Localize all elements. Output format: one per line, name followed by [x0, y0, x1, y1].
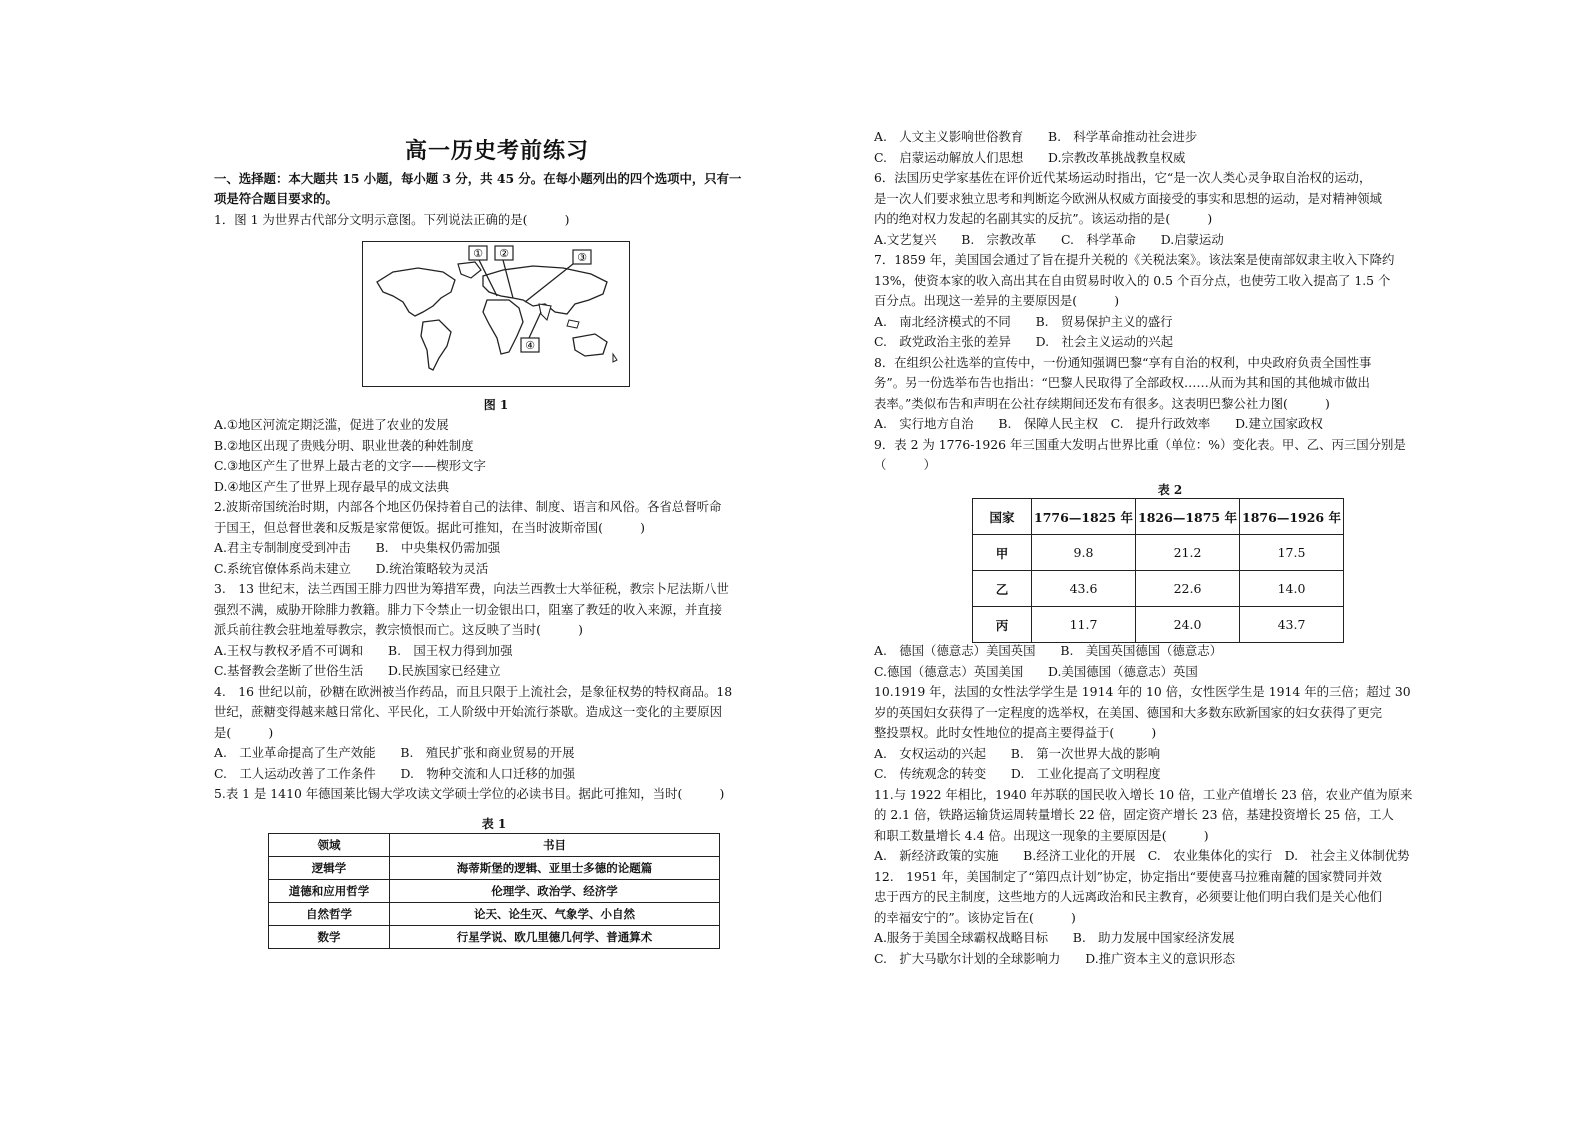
- table-cell: 22.6: [1136, 571, 1240, 607]
- table-2-header-period-2: 1826—1875 年: [1136, 499, 1240, 535]
- question-9-options-ab: A. 德国（德意志）美国英国 B. 美国英国德国（德意志）: [874, 643, 1223, 658]
- question-6-line-1: 6．法国历史学家基佐在评价近代某场运动时指出，它“是一次人类心灵争取自治权的运动，: [874, 170, 1372, 185]
- question-7-options-cd: C. 政党政治主张的差异 D. 社会主义运动的兴起: [874, 334, 1174, 349]
- question-1-stem: 1．图 1 为世界古代部分文明示意图。下列说法正确的是( ): [214, 212, 570, 227]
- section-heading-line-2: 项是符合题目要求的。: [214, 191, 338, 206]
- question-8-line-2: 务”。另一份选举布告也指出：“巴黎人民取得了全部政权……从而为其和国的其他城市做出: [874, 375, 1370, 390]
- question-5-options-ab: A. 人文主义影响世俗教育 B. 科学革命推动社会进步: [874, 129, 1198, 144]
- question-4-line-2: 世纪，蔗糖变得越来越日常化、平民化，工人阶级中开始流行茶歇。造成这一变化的主要原因: [214, 704, 723, 719]
- question-6-line-2: 是一次人们要求独立思考和判断迄今欧洲从权威方面接受的事实和思想的运动，是对精神领域: [874, 191, 1383, 206]
- question-6-line-3: 内的绝对权力发起的名副其实的反抗”。该运动指的是( ): [874, 211, 1213, 226]
- question-12-line-1: 12. 1951 年，美国制定了“第四点计划”协定，协定指出“要使喜马拉雅南麓的国家赞同并效: [874, 869, 1382, 884]
- table-1-header-field: 领域: [269, 834, 390, 857]
- question-11-line-2: 的 2.1 倍，铁路运输货运周转量增长 22 倍，固定资产增长 23 倍，基建投资增长 25 倍，工人: [874, 807, 1394, 822]
- question-2-options-ab: A.君主专制制度受到冲击 B. 中央集权仍需加强: [214, 540, 501, 555]
- table-row: [269, 834, 720, 857]
- table-cell: 43.6: [1032, 571, 1136, 607]
- question-4-line-1: 4. 16 世纪以前，砂糖在欧洲被当作药品，而且只限于上流社会，是象征权势的特权商品。18: [214, 684, 733, 699]
- table-row: [973, 607, 1344, 643]
- table-1: [268, 833, 720, 949]
- question-12-options-cd: C. 扩大马歇尔计划的全球影响力 D.推广资本主义的意识形态: [874, 951, 1235, 966]
- map-marker-2: ②: [499, 247, 509, 260]
- question-11-options: A. 新经济政策的实施 B.经济工业化的开展 C. 农业集体化的实行 D. 社会主义体制优势: [874, 848, 1410, 863]
- question-10-line-2: 岁的英国妇女获得了一定程度的选举权，在美国、德国和大多数东欧新国家的妇女获得了更完: [874, 705, 1383, 720]
- table-row: [269, 880, 720, 903]
- table-2-header-period-1: 1776—1825 年: [1032, 499, 1136, 535]
- question-12-line-2: 忠于西方的民主制度，这些地方的人远离政治和民主教育，必须要让他们明白我们是关心他们: [874, 889, 1383, 904]
- map-marker-3: ③: [577, 251, 587, 264]
- question-8-line-3: 表率。”类似布告和声明在公社存续期间还发布有很多。这表明巴黎公社力图( ): [874, 396, 1330, 411]
- table-2-header-period-3: 1876—1926 年: [1240, 499, 1344, 535]
- question-1-option-b: B.②地区出现了贵贱分明、职业世袭的种姓制度: [214, 438, 474, 453]
- map-marker-4: ④: [525, 339, 535, 352]
- question-10-line-3: 整投票权。此时女性地位的提高主要得益于( ): [874, 725, 1157, 740]
- table-cell: 行星学说、欧几里德几何学、普通算术: [390, 926, 720, 949]
- question-10-options-cd: C. 传统观念的转变 D. 工业化提高了文明程度: [874, 766, 1161, 781]
- question-4-options-ab: A. 工业革命提高了生产效能 B. 殖民扩张和商业贸易的开展: [214, 745, 575, 760]
- question-4-options-cd: C. 工人运动改善了工作条件 D. 物种交流和人口迁移的加强: [214, 766, 575, 781]
- question-8-line-1: 8．在组织公社选举的宣传中，一份通知强调巴黎“享有自治的权利，中央政府负责全国性事: [874, 355, 1372, 370]
- question-10-options-ab: A. 女权运动的兴起 B. 第一次世界大战的影响: [874, 746, 1161, 761]
- world-map-figure: [362, 241, 630, 387]
- table-row: [973, 571, 1344, 607]
- question-12-options-ab: A.服务于美国全球霸权战略目标 B. 助力发展中国家经济发展: [874, 930, 1235, 945]
- table-cell: 论天、论生灭、气象学、小自然: [390, 903, 720, 926]
- table-cell: 数学: [269, 926, 390, 949]
- table-cell: 道德和应用哲学: [269, 880, 390, 903]
- question-3-options-cd: C.基督教会垄断了世俗生活 D.民族国家已经建立: [214, 663, 501, 678]
- table-cell: 9.8: [1032, 535, 1136, 571]
- table-row: [269, 926, 720, 949]
- question-7-line-3: 百分点。出现这一差异的主要原因是( ): [874, 293, 1120, 308]
- table-cell: 甲: [973, 535, 1032, 571]
- table-2-header-country: 国家: [973, 499, 1032, 535]
- table-cell: 逻辑学: [269, 857, 390, 880]
- table-cell: 24.0: [1136, 607, 1240, 643]
- question-9-line-1: 9．表 2 为 1776-1926 年三国重大发明占世界比重（单位：%）变化表。甲、乙、丙三国分别是: [874, 437, 1406, 452]
- question-2-line-2: 于国王，但总督世袭和反叛是家常便饭。据此可推知，在当时波斯帝国( ): [214, 520, 645, 535]
- question-9-options-cd: C.德国（德意志）英国美国 D.美国德国（德意志）英国: [874, 664, 1198, 679]
- table-cell: 17.5: [1240, 535, 1344, 571]
- page-title: 高一历史考前练习: [404, 138, 589, 164]
- question-3-line-3: 派兵前往教会驻地羞辱教宗，教宗愤恨而亡。这反映了当时( ): [214, 622, 583, 637]
- question-11-line-1: 11.与 1922 年相比，1940 年苏联的国民收入增长 10 倍，工业产值增长 23 倍，农业产值为原来: [874, 787, 1413, 802]
- question-1-option-d: D.④地区产生了世界上现存最早的成文法典: [214, 479, 450, 494]
- question-6-options: A.文艺复兴 B. 宗教改革 C. 科学革命 D.启蒙运动: [874, 232, 1224, 247]
- question-7-line-2: 13%，使资本家的收入高出其在自由贸易时收入的 0.5 个百分点，也使劳工收入提高了 1.5 个: [874, 273, 1391, 288]
- table-cell: 43.7: [1240, 607, 1344, 643]
- table-row: [269, 903, 720, 926]
- question-3-line-1: 3. 13 世纪末，法兰西国王腓力四世为筹措军费，向法兰西教士大举征税，教宗卜尼法斯八世: [214, 581, 729, 596]
- question-11-line-3: 和职工数量增长 4.4 倍。出现这一现象的主要原因是( ): [874, 828, 1209, 843]
- table-1-caption: 表 1: [481, 817, 507, 831]
- table-cell: 海蒂斯堡的逻辑、亚里士多德的论题篇: [390, 857, 720, 880]
- table-2-caption: 表 2: [1157, 483, 1183, 497]
- question-8-options: A. 实行地方自治 B. 保障人民主权 C. 提升行政效率 D.建立国家政权: [874, 416, 1323, 431]
- table-cell: 11.7: [1032, 607, 1136, 643]
- table-cell: 21.2: [1136, 535, 1240, 571]
- question-7-line-1: 7．1859 年，美国国会通过了旨在提升关税的《关税法案》。该法案是使南部奴隶主收入下降约: [874, 252, 1395, 267]
- world-map-drawing: [363, 242, 629, 386]
- figure-1-caption: 图 1: [483, 398, 509, 412]
- question-5-options-cd: C. 启蒙运动解放人们思想 D.宗教改革挑战教皇权威: [874, 150, 1186, 165]
- question-2-options-cd: C.系统官僚体系尚未建立 D.统治策略较为灵活: [214, 561, 489, 576]
- table-cell: 14.0: [1240, 571, 1344, 607]
- question-9-line-2: （ ）: [874, 457, 936, 472]
- table-row: [269, 857, 720, 880]
- map-marker-1: ①: [473, 247, 483, 260]
- table-row: [973, 499, 1344, 535]
- question-12-line-3: 的幸福安宁的”。该协定旨在( ): [874, 910, 1076, 925]
- table-cell: 乙: [973, 571, 1032, 607]
- question-10-line-1: 10.1919 年，法国的女性法学学生是 1914 年的 10 倍，女性医学生是 1914 年的三倍；超过 30: [874, 684, 1411, 699]
- table-cell: 伦理学、政治学、经济学: [390, 880, 720, 903]
- section-heading-line-1: 一、选择题：本大题共 15 小题，每小题 3 分，共 45 分。在每小题列出的四个选项中，只有一: [214, 171, 742, 186]
- question-2-line-1: 2.波斯帝国统治时期，内部各个地区仍保持着自己的法律、制度、语言和风俗。各省总督听命: [214, 499, 722, 514]
- table-1-header-books: 书目: [390, 834, 720, 857]
- question-3-line-2: 强烈不满，威胁开除腓力教籍。腓力下令禁止一切金银出口，阻塞了教廷的收入来源，并直接: [214, 602, 723, 617]
- table-2: [972, 498, 1344, 643]
- table-cell: 丙: [973, 607, 1032, 643]
- table-cell: 自然哲学: [269, 903, 390, 926]
- question-5-stem: 5.表 1 是 1410 年德国莱比锡大学攻读文学硕士学位的必读书目。据此可推知，当时( ): [214, 786, 725, 801]
- question-4-line-3: 是( ): [214, 725, 274, 740]
- table-row: [973, 535, 1344, 571]
- question-3-options-ab: A.王权与教权矛盾不可调和 B. 国王权力得到加强: [214, 643, 513, 658]
- question-1-option-a: A.①地区河流定期泛滥，促进了农业的发展: [214, 417, 449, 432]
- question-7-options-ab: A. 南北经济模式的不同 B. 贸易保护主义的盛行: [874, 314, 1173, 329]
- question-1-option-c: C.③地区产生了世界上最古老的文字——楔形文字: [214, 458, 486, 473]
